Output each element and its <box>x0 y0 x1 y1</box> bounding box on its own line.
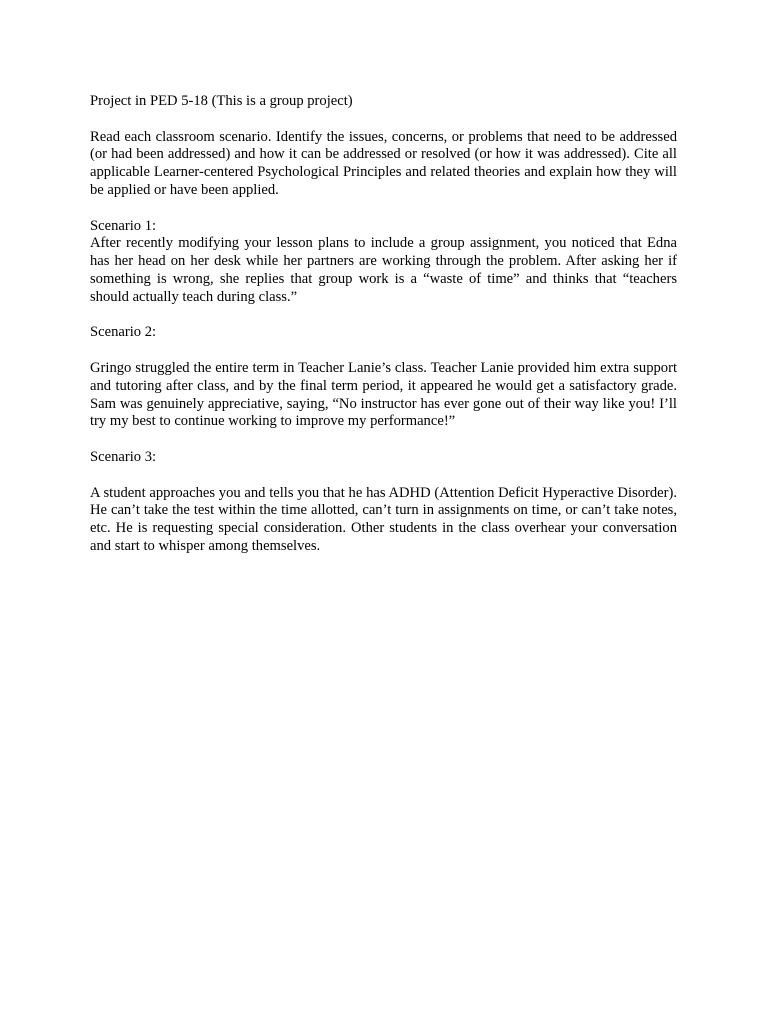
scenario-2-heading: Scenario 2: <box>90 324 157 341</box>
document-title: Project in PED 5-18 (This is a group project) <box>90 93 353 109</box>
scenario-1-heading: Scenario 1: <box>90 217 157 234</box>
scenario-1-text: After recently modifying your lesson plans to include a group assignment, you noticed that Edna has her head on her desk while her partners are working through the problem. After asking her if something is wrong, she replies that group work is a “waste of time” and thinks that “teachers should actually teach during class.” <box>90 235 677 305</box>
document-page <box>90 93 677 574</box>
scenario-3-heading: Scenario 3: <box>90 448 157 465</box>
scenario-2-text: Gringo struggled the entire term in Teacher Lanie’s class. Teacher Lanie provided him extra support and tutoring after class, and by the final term period, it appeared he would get a satisfactory grade. Sam was genuinely appreciative, saying, “No instructor has ever gone out of their way like you! I’ll try my best to continue working to improve my performance!” <box>90 359 677 430</box>
instructions-paragraph: Read each classroom scenario. Identify the issues, concerns, or problems that need to be addressed (or had been addressed) and how it can be addressed or resolved (or how it was addressed). Cite all applicable Learner-centered Psychological Principles and related theories and explain how they will be applied or have been applied. <box>90 128 677 198</box>
scenario-3-text: A student approaches you and tells you that he has ADHD (Attention Deficit Hyperactive Disorder). He can’t take the test within the time allotted, can’t turn in assignments on time, or can’t take notes, etc. He is requesting special consideration. Other students in the class overhear your conversation and start to whisper among themselves. <box>90 484 677 554</box>
